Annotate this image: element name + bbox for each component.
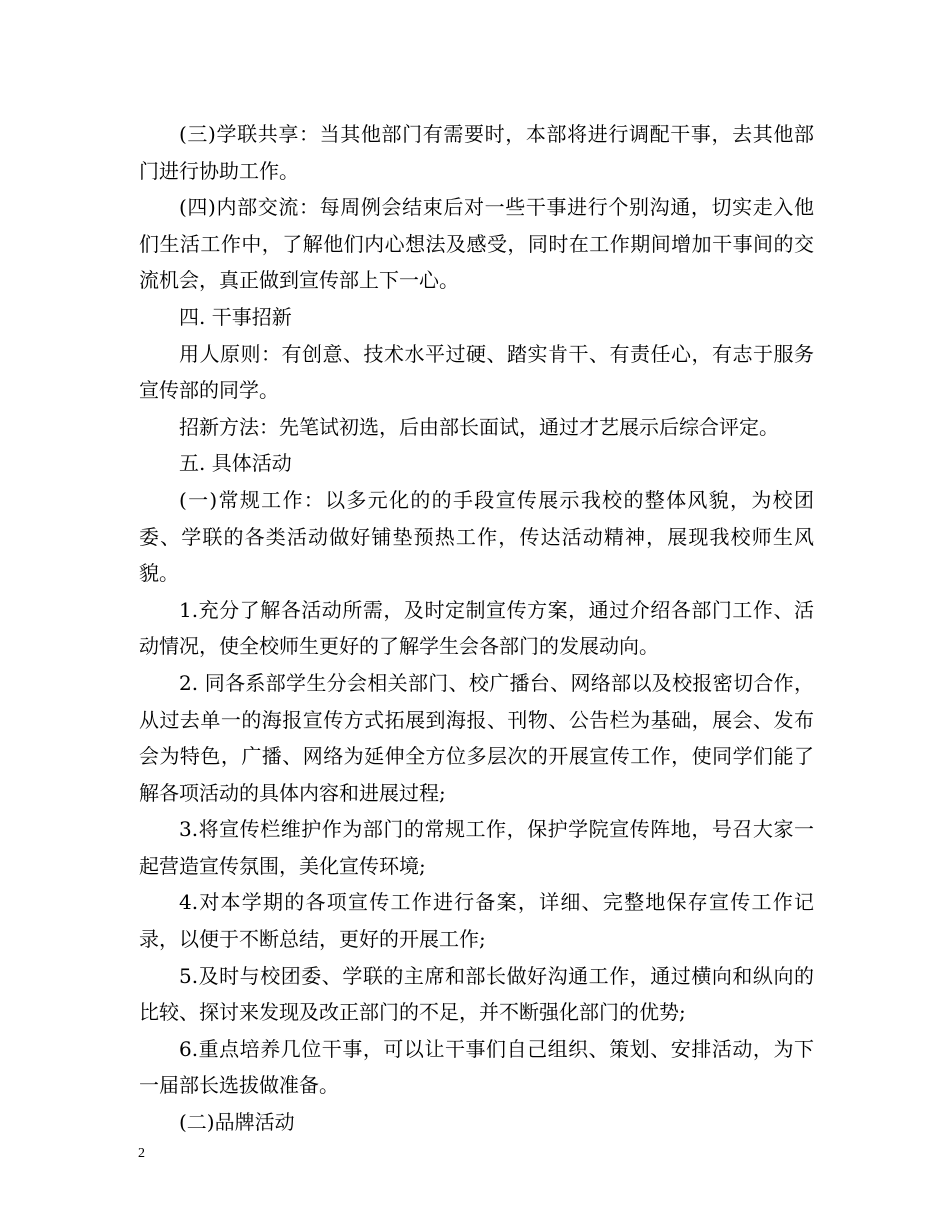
list-item-2: 2. 同各系部学生分会相关部门、校广播台、网络部以及校报密切合作，从过去单一的海报宣传方式拓展到海报、刊物、公告栏为基础，展会、发布会为特色，广播、网络为延伸全方位多层次的开展宣传工作，使同学们能了解各项活动的具体内容和进展过程; bbox=[139, 670, 814, 805]
section-heading-activities: 五. 具体活动 bbox=[179, 451, 292, 476]
paragraph-brand-activities: (二)品牌活动 bbox=[179, 1110, 295, 1135]
paragraph-hiring-principle: 用人原则：有创意、技术水平过硬、踏实肯干、有责任心，有志于服务宣传部的同学。 bbox=[139, 341, 814, 403]
list-item-3: 3.将宣传栏维护作为部门的常规工作，保护学院宣传阵地，号召大家一起营造宣传氛围，美化宣传环境; bbox=[139, 817, 814, 878]
paragraph-regular-work: (一)常规工作：以多元化的的手段宣传展示我校的整体风貌，为校团委、学联的各类活动做好铺垫预热工作，传达活动精神，展现我校师生风貌。 bbox=[139, 487, 814, 586]
paragraph-recruitment-method: 招新方法：先笔试初选，后由部长面试，通过才艺展示后综合评定。 bbox=[179, 414, 779, 439]
paragraph-sharing: (三)学联共享：当其他部门有需要时，本部将进行调配干事，去其他部门进行协助工作。 bbox=[139, 122, 814, 183]
list-item-6: 6.重点培养几位干事，可以让干事们自己组织、策划、安排活动，为下一届部长选拔做准备。 bbox=[139, 1036, 814, 1098]
paragraph-internal-exchange: (四)内部交流：每周例会结束后对一些干事进行个别沟通，切实走入他们生活工作中，了解他们内心想法及感受，同时在工作期间增加干事间的交流机会，真正做到宣传部上下一心。 bbox=[139, 195, 814, 293]
list-item-5: 5.及时与校团委、学联的主席和部长做好沟通工作，通过横向和纵向的比较、探讨来发现及改正部门的不足，并不断强化部门的优势; bbox=[139, 963, 814, 1025]
section-heading-recruitment: 四. 干事招新 bbox=[179, 304, 292, 329]
list-item-1: 1.充分了解各活动所需，及时定制宣传方案，通过介绍各部门工作、活动情况，使全校师生更好的了解学生会各部门的发展动向。 bbox=[139, 597, 814, 659]
list-item-4: 4.对本学期的各项宣传工作进行备案，详细、完整地保存宣传工作记录，以便于不断总结，更好的开展工作; bbox=[139, 890, 814, 952]
document-body bbox=[139, 116, 814, 1141]
page-number: 2 bbox=[138, 1146, 145, 1161]
